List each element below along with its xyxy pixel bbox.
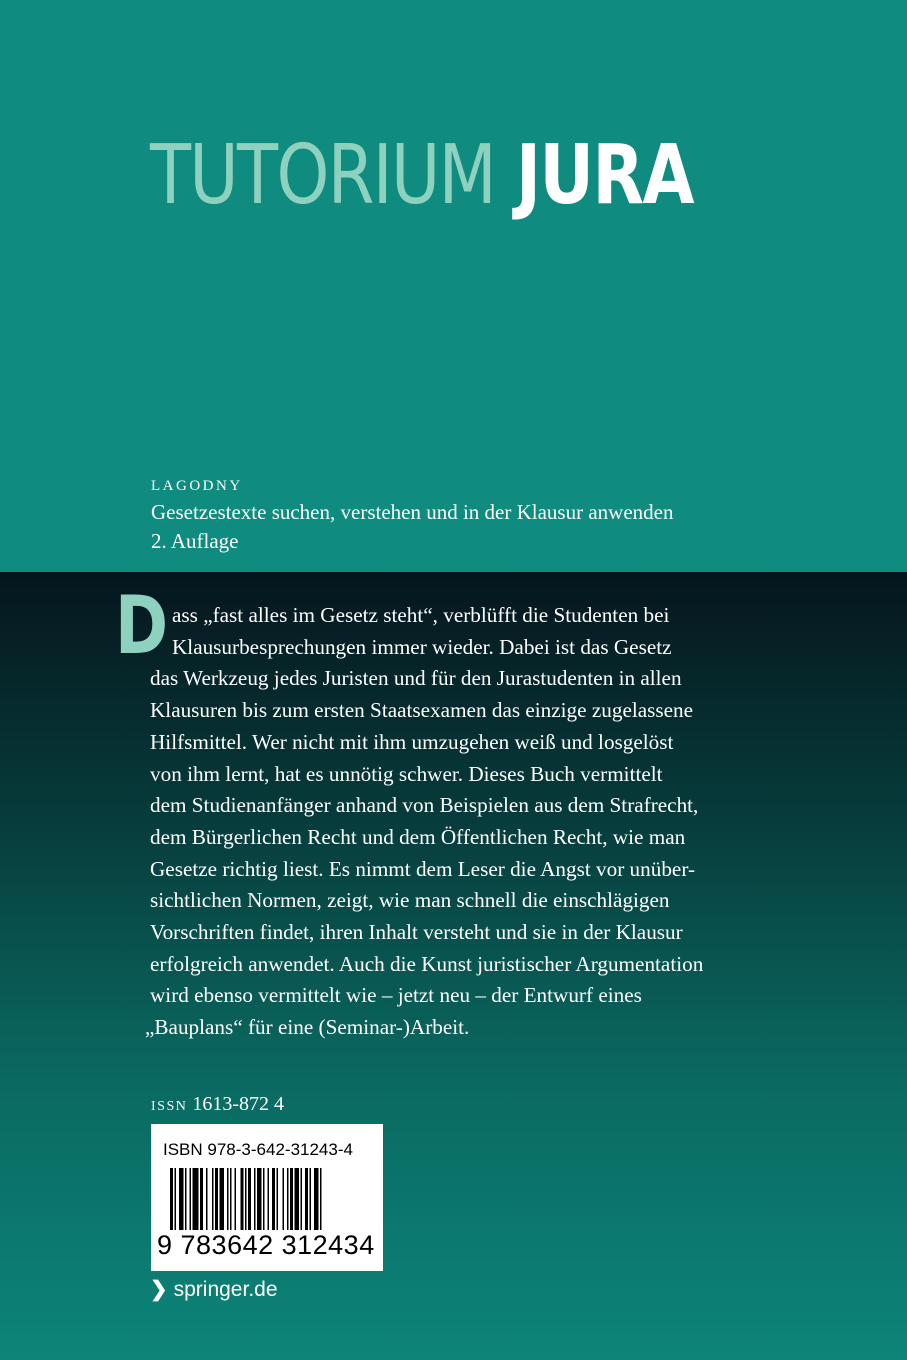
series-title [150,128,693,223]
series-title-light: TUTORIUM [150,128,495,223]
blurb-line: wird ebenso vermittelt wie – jetzt neu – der Entwurf eines [150,983,642,1008]
issn [151,1093,284,1116]
cover-top-band [0,0,907,572]
blurb-line: Hilfsmittel. Wer nicht mit ihm umzugehen weiß und losgelöst [150,729,674,754]
series-title-bold: JURA [516,128,693,223]
blurb-dropcap: D [115,579,169,672]
blurb-line: von ihm lernt, hat es unnötig schwer. Dieses Buch vermittelt [150,761,663,786]
issn-label: ISSN [151,1099,188,1114]
blurb-line: dem Bürgerlichen Recht und dem Öffentlichen Recht, wie man [150,824,686,849]
chevron-right-icon: ❯ [150,1278,168,1301]
blurb-text [145,600,750,1044]
author-name: LAGODNY [151,478,243,494]
blurb-line: erfolgreich anwendet. Auch die Kunst juristischer Argumentation [150,951,704,976]
blurb-line: das Werkzeug jedes Juristen und für den Jurastudenten in allen [150,666,682,691]
publisher-link-text: springer.de [173,1278,278,1301]
blurb-line: Vorschriften findet, ihren Inhalt versteht und sie in der Klausur [150,920,683,945]
blurb-line: „Bauplans“ für eine (Seminar-)Arbeit. [145,1015,470,1040]
isbn-label: ISBN 978-3-642-31243-4 [163,1140,353,1159]
book-subtitle: Gesetzestexte suchen, verstehen und in der Klausur anwenden [151,500,674,524]
blurb-line: Klausuren bis zum ersten Staatsexamen das einzige zugelassene [150,698,694,723]
edition: 2. Auflage [151,529,239,553]
blurb-line: Gesetze richtig liest. Es nimmt dem Leser die Angst vor unüber- [150,856,696,881]
isbn-barcode [151,1124,383,1271]
issn-number: 1613-872 4 [192,1093,285,1115]
ean-digits: 9 783642 312434 [157,1230,375,1260]
blurb-line: dem Studienanfänger anhand von Beispielen aus dem Strafrecht, [150,793,699,818]
publisher-link[interactable] [150,1277,278,1302]
blurb-line: ass „fast alles im Gesetz steht“, verblüfft die Studenten bei [172,603,670,627]
blurb-line: sichtlichen Normen, zeigt, wie man schnell die einschlägigen [150,888,670,913]
blurb-line: Klausurbesprechungen immer wieder. Dabei ist das Gesetz [172,634,672,659]
